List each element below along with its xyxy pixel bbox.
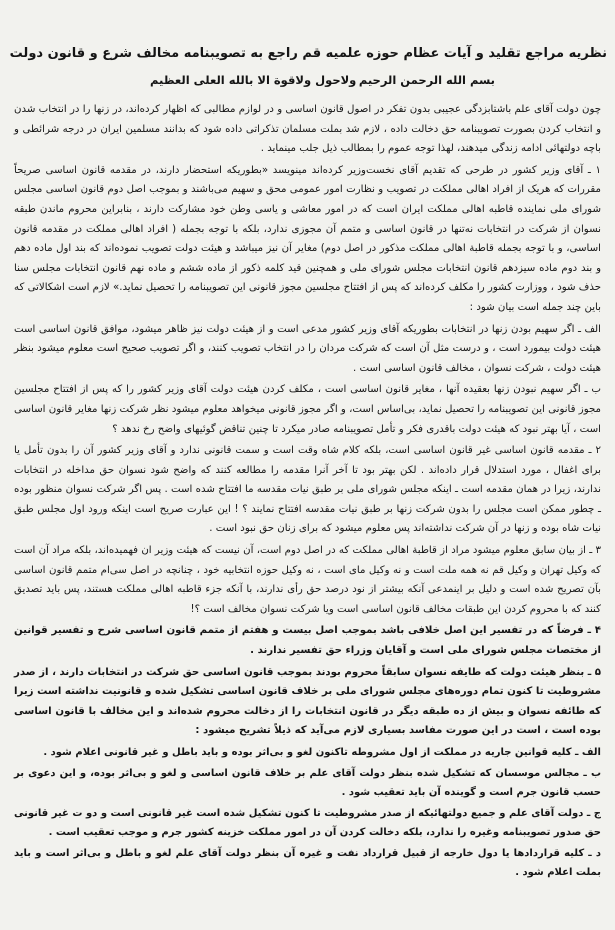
- paragraph-5: ۵ ـ بنظر هیئت دولت که طایفه نسوان سابقاً محروم بودند بموجب قانون اساسی حق شرکت در انتخابات دارند ، از صدر مشروطیت تا کنون تمام دوره‌های مجلس شورای ملی بر خلاف قانون اساسی تشکیل شده و قانونیت نداشته است زیرا که طائفه نسوان و بیش از ده طبقه دیگر در قانون انتخابات را از دخالت محروم شده‌اند و این مخالف با قانون اساسی بوده است ، است در این صورت مفاسد بسیاری لازم می‌آید که ذیلاً تشریح میشود :: [14, 666, 601, 737]
- paragraph-alef: الف ـ اگر سهیم بودن زنها در انتخابات بطوریکه آقای وزیر کشور مدعی است و از هیئت دولت نیز ظاهر میشود، موافق قانون اساسی است هیئت دولت بیمورد است ، و درست مثل آن است که شرکت مردان را در انتخاب تصویب کنند، و اگر تصویب صحیح است معلوم میشود بنظر هیئت دولت ، شرکت نسوان ، مخالف قانون اساسی است .: [14, 323, 601, 374]
- paragraph-be: ب ـ اگر سهیم نبودن زنها بعقیده آنها ، مغایر قانون اساسی است ، مکلف کردن هیئت دولت آقای وزیر کشور را که پس از افتتاح مجلسین مجوز قانونی این تصویبنامه را تحصیل نماید، بی‌اساس است، و اگر مجوز قانونی میخواهد معلوم میشود نظر شرکت زنها مغایر قانون اساسی است ، آیا بهتر نبود که هیئت دولت باقدری فکر و تأمل تصویبنامه صادر میکرد تا چنین تناقض گوئیهای واضح رخ ندهد ؟: [14, 384, 601, 435]
- consequences-list: [14, 743, 601, 882]
- document-title: نظریه مراجع تقلید و آیات عظام حوزه علمیه قم راجع به تصویبنامه مخالف شرع و قانون دولت: [9, 46, 607, 61]
- list-item: د ـ کلیه قراردادها یا دول خارجه از قبیل قرارداد نفت و غیره آن بنظر دولت آقای علم لغو و باطل و بی‌اثر است و باید بملت اعلام شود .: [14, 848, 601, 878]
- list-item: الف ـ کلیه قوانین جاریه در مملکت از اول مشروطه تاکنون لغو و بی‌اثر بوده و باید باطل و غیر قانونی اعلام شود .: [43, 747, 601, 758]
- intro-paragraph: چون دولت آقای علم باشتابزدگی عجیبی بدون تفکر در اصول قانون اساسی و در لوازم مطالبی که اظهار کرده‌اند، در زنها را در انتخاب شدن و انتخاب کردن بصورت تصویبنامه حق دخالت داده ، لازم شد بملت مسلمان تذکراتی داده شود که بدانند مسلمین ایران در درجه شرائطی و باچه دولتهائی ادامه زندگی میدهند، لهذا توجه عموم را بمطالب ذیل جلب مینماید .: [14, 104, 601, 155]
- paragraph-4: ۴ ـ فرضاً که در تفسیر این اصل خلافی باشد بموجب اصل بیست و هفتم از متمم قانون اساسی شرح و تفسیر قوانین از مختصات مجلس شورای ملی است و آقایان وزراء حق تفسیر ندارند .: [14, 625, 601, 657]
- paragraph-1: ۱ ـ آقای وزیر کشور در طرحی که تقدیم آقای نخست‌وزیر کرده‌اند مینویسد «بطوریکه استحضار دارند، در مقدمه قانون اساسی صریحاً مقررات که هریک از افراد اهالی مملکت در تصویب و نظارت امور عمومی محق و سهیم می‌باشند و بموجب اصل دوم قانون اساسی مجلس شورای ملی نماینده قاطبه اهالی مملکت ایران است که در امور معاشی و یاسی وطن خود مشارکت دارند ، بنابراین محروم ماندن طبقه نسوان از شرکت در انتخابات نه‌تنها در قانون اساسی و متمم آن مجوزی ندارد، بلکه با توجه بجمله ( افراد اهالی مملکت در مقدمه قانون اساسی، و با توجه بجمله قاطبة اهالی مملکت مذکور در اصل دوم) مغایر آن نیز میباشد و هیئت دولت تصویب نموده‌اند که بند اول ماده دهم و بند دوم ماده سیزدهم قانون انتخابات مجلس شورای ملی و همچنین قید کلمه ذکور از ماده ششم و ماده نهم قانون انتخابات مجلس سنا حذف شود ، ووزارت کشور را مکلف کرده‌اند که پس از افتتاح مجلسین مجوز قانونی این تصویبنامه را تحصیل نماید.» لازم است اشکالاتی که باین چند جمله است بیان شود :: [14, 164, 601, 313]
- list-item: ج ـ دولت آقای علم و جمیع دولتهائیکه از صدر مشروطیت تا کنون تشکیل شده است غیر قانونی است و دو ت غیر قانونی حق صدور تصویبنامه وغیره را ندارد، بلکه دخالت کردن آن در امور مملکت خزینه کشور جرم و موجب تعقیب است .: [14, 808, 601, 838]
- paragraph-2: ۲ ـ مقدمه قانون اساسی غیر قانون اساسی است، بلکه کلام شاه وقت است و سمت قانونی ندارد و آقای وزیر کشور آن را بدون تأمل یا برای اغفال ، مورد استدلال قرار داده‌اند . لکن بهتر بود تا آخر آنرا مقدمه را مطالعه کنند که واضح شود نسوان حق مداخله در انتخابات ندارند، زیرا در همان مقدمه است ـ اینکه مجلس شورای ملی بر طبق نیات مقدسه ما افتتاح شده است . پس اگر شرکت نسوان منظور بوده ـ چطور ممکن است مجلس را بدون شرکت زنها بر طبق نیات مقدسه افتتاح نمایند ؟ ! این عبارت صریح است اینکه ورود اول مجلس طبق نیات شاه بوده و زنها در آن شرکت نداشته‌اند پس معلوم میشود که برای زنان حق نبود است .: [14, 445, 601, 535]
- list-item: ب ـ مجالس موسسان که تشکیل شده بنظر دولت آقای علم بر خلاف قانون اساسی و لغو و بی‌اثر بوده، و این دعوی بر حسب قانون جرم است و گوینده آن باید تعقیب شود .: [14, 768, 601, 798]
- bismillah: بسم الله الرحمن الرحیم: [358, 73, 495, 87]
- hawqala: ولاحول ولاقوة الا بالله العلی العظیم: [150, 73, 357, 87]
- document-body: [14, 100, 601, 884]
- opening-line: [150, 72, 495, 88]
- paragraph-3: ۳ ـ از بیان سابق معلوم میشود مراد از قاطبة اهالی مملکت که در اصل دوم است، آن نیست که هیئت وزیر ان فهمیده‌اند، بلکه مراد آن است که وکیل تهران و وکیل قم نه همه ملت است و نه وکیل مای است ، نه وکیل حوزه انتخابیه خود ، چنانچه در اصل سی‌ام متمم قانون اساسی بآن تصریح شده است و دلیل بر اینمدعی آنکه بیشتر از نود درصد حق رأی ندارند، با آنکه جزء قاطبه اهالی مملکت هستند، پس باید تصدیق کنند که با محروم کردن این طبقات مخالف قانون اساسی است ویا شرکت نسوان مخالف است ؟!: [14, 545, 601, 615]
